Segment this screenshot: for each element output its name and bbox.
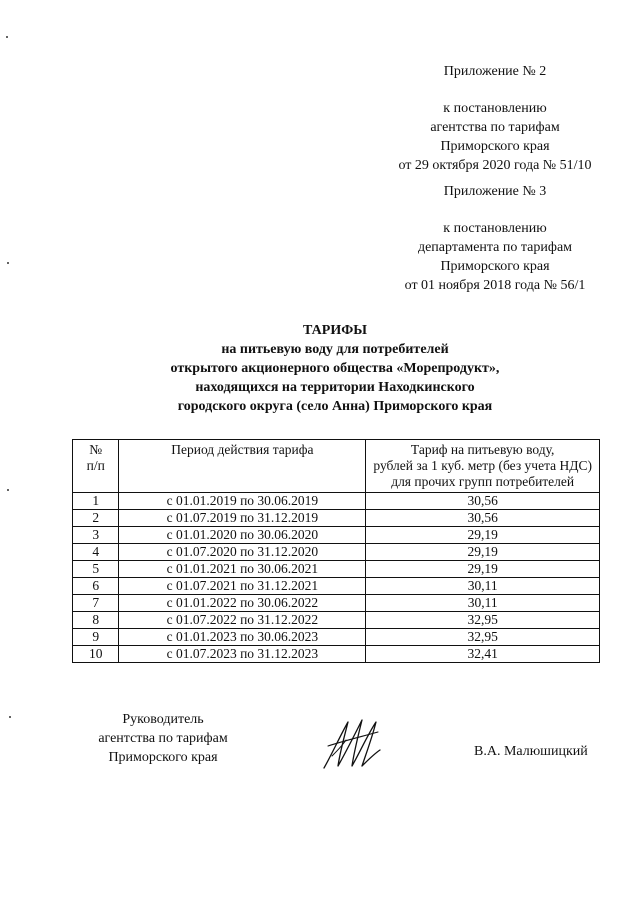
row-tariff: 29,19 (366, 544, 600, 561)
header-number (73, 440, 119, 493)
row-tariff: 29,19 (366, 527, 600, 544)
table-row (73, 612, 600, 629)
row-number: 3 (73, 527, 119, 544)
row-number: 9 (73, 629, 119, 646)
signatory-position-line: Руководитель (122, 712, 204, 727)
appendix-3-title: Приложение № 3 (443, 184, 547, 199)
table-row (73, 544, 600, 561)
signatory-position (78, 710, 248, 767)
table-row (73, 561, 600, 578)
tariff-table (72, 439, 600, 663)
signatory-name: В.А. Малюшицкий (474, 744, 588, 759)
row-tariff: 32,95 (366, 629, 600, 646)
row-number: 1 (73, 493, 119, 510)
title-line: открытого акционерного общества «Морепродукт», (170, 361, 500, 376)
scan-speck (9, 716, 11, 718)
title-line: на питьевую воду для потребителей (221, 342, 449, 357)
appendix-3-block (370, 182, 620, 295)
row-number: 8 (73, 612, 119, 629)
appendix-2-line: Приморского края (440, 139, 550, 154)
row-period: с 01.01.2023 по 30.06.2023 (119, 629, 366, 646)
signatory-position-line: агентства по тарифам (98, 731, 228, 746)
table-row (73, 493, 600, 510)
row-tariff: 29,19 (366, 561, 600, 578)
row-tariff: 30,56 (366, 510, 600, 527)
row-number: 4 (73, 544, 119, 561)
table-row (73, 578, 600, 595)
row-period: с 01.07.2020 по 31.12.2020 (119, 544, 366, 561)
row-tariff: 32,41 (366, 646, 600, 663)
appendix-3-line: от 01 ноября 2018 года № 56/1 (404, 278, 586, 293)
row-number: 10 (73, 646, 119, 663)
header-period: Период действия тарифа (119, 440, 366, 493)
row-tariff: 30,11 (366, 595, 600, 612)
appendix-2-line: к постановлению (443, 101, 547, 116)
title-line: находящихся на территории Находкинского (195, 380, 475, 395)
appendix-2-title: Приложение № 2 (443, 64, 547, 79)
signatory-position-line: Приморского края (108, 750, 218, 765)
table-row (73, 527, 600, 544)
scan-speck (6, 36, 8, 38)
appendix-2-block (370, 62, 620, 175)
scan-speck (7, 489, 9, 491)
table-row (73, 629, 600, 646)
row-period: с 01.07.2021 по 31.12.2021 (119, 578, 366, 595)
row-period: с 01.01.2019 по 30.06.2019 (119, 493, 366, 510)
header-tariff-line: Тариф на питьевую воду, (410, 442, 555, 457)
row-number: 6 (73, 578, 119, 595)
appendix-3-line: к постановлению (443, 221, 547, 236)
title-line: городского округа (село Анна) Приморского края (177, 399, 493, 414)
header-number-line: п/п (86, 458, 105, 473)
appendix-3-line: Приморского края (440, 259, 550, 274)
table-row (73, 510, 600, 527)
table-header-row (73, 440, 600, 493)
header-number-line: № (89, 442, 103, 457)
row-period: с 01.01.2022 по 30.06.2022 (119, 595, 366, 612)
appendix-3-line: департамента по тарифам (417, 240, 573, 255)
row-period: с 01.07.2022 по 31.12.2022 (119, 612, 366, 629)
handwritten-signature (318, 716, 384, 774)
row-number: 7 (73, 595, 119, 612)
header-tariff (366, 440, 600, 493)
row-number: 2 (73, 510, 119, 527)
row-tariff: 30,11 (366, 578, 600, 595)
row-period: с 01.01.2021 по 30.06.2021 (119, 561, 366, 578)
appendix-2-line: от 29 октября 2020 года № 51/10 (398, 158, 592, 173)
header-tariff-line: для прочих групп потребителей (391, 474, 575, 489)
row-period: с 01.01.2020 по 30.06.2020 (119, 527, 366, 544)
title-heading: ТАРИФЫ (303, 323, 367, 338)
row-period: с 01.07.2019 по 31.12.2019 (119, 510, 366, 527)
table-row (73, 595, 600, 612)
row-number: 5 (73, 561, 119, 578)
appendix-2-line: агентства по тарифам (430, 120, 560, 135)
row-tariff: 32,95 (366, 612, 600, 629)
table-row (73, 646, 600, 663)
document-title (100, 321, 570, 416)
row-tariff: 30,56 (366, 493, 600, 510)
row-period: с 01.07.2023 по 31.12.2023 (119, 646, 366, 663)
header-tariff-line: рублей за 1 куб. метр (без учета НДС) (373, 458, 592, 473)
scan-speck (7, 262, 9, 264)
